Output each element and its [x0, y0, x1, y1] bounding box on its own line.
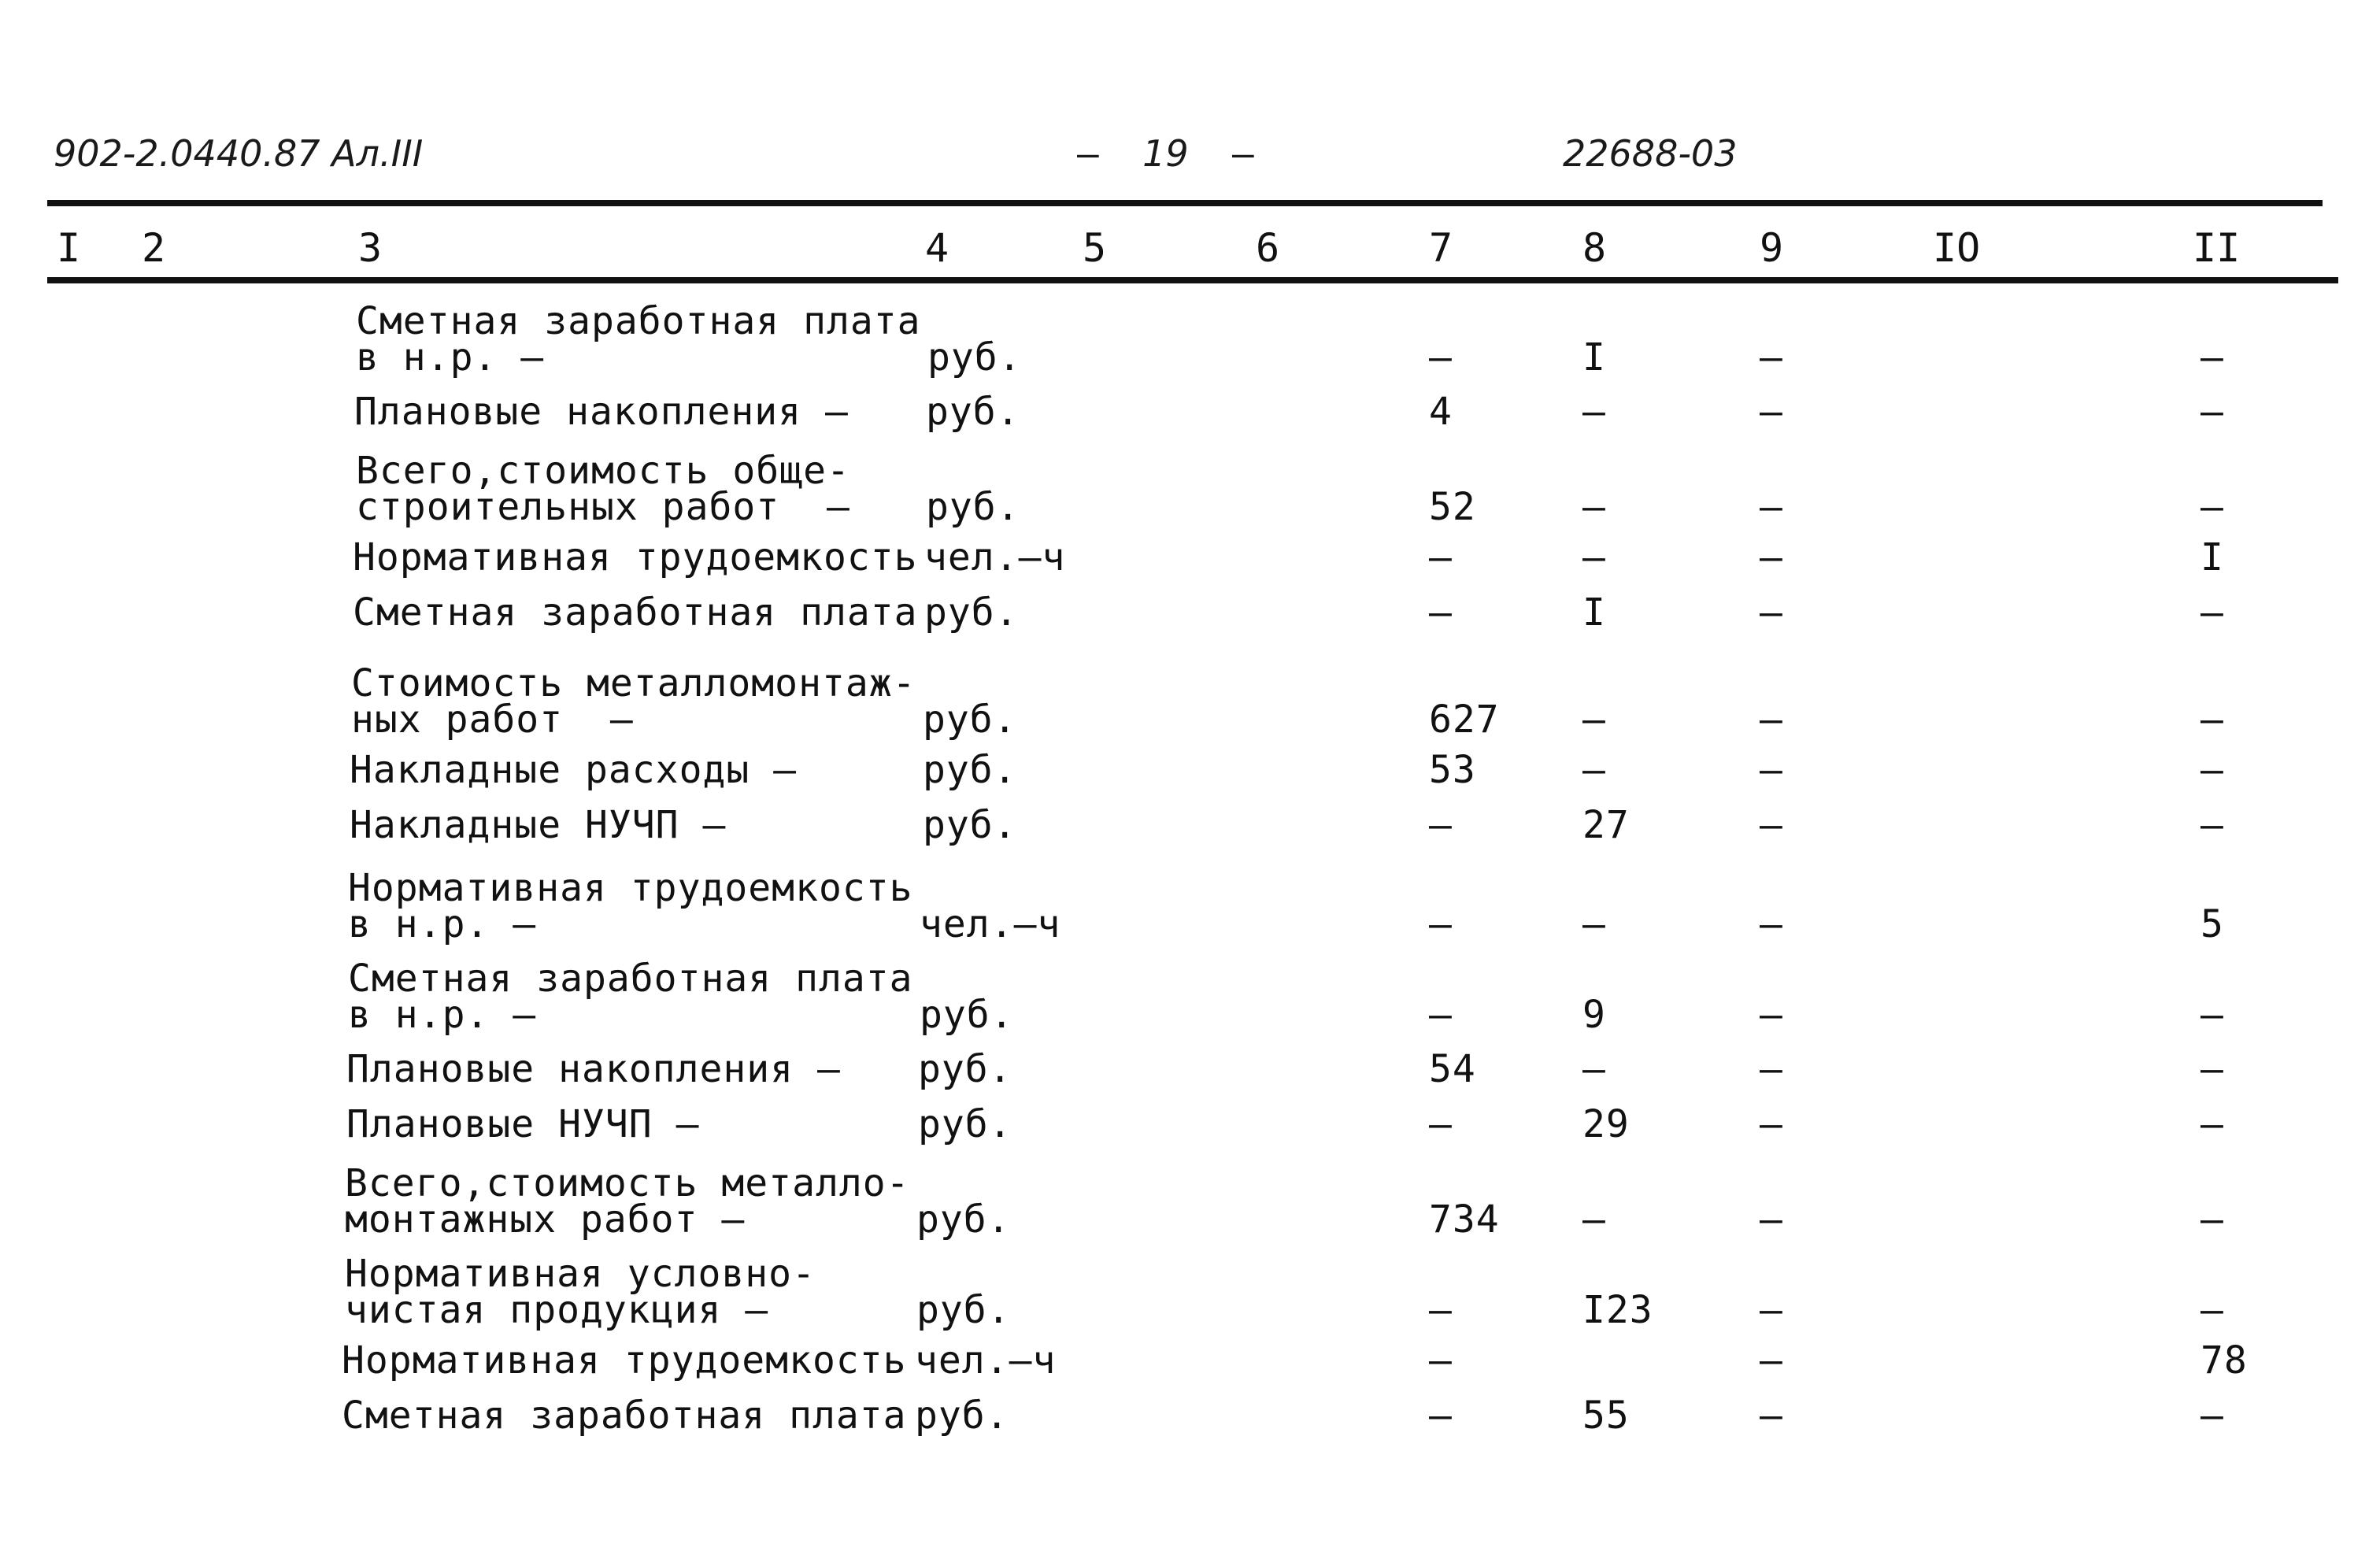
row-unit: руб.	[918, 1102, 1012, 1146]
row-value-col7: 52	[1429, 485, 1476, 529]
row-value-col9: –	[1760, 1394, 1783, 1438]
row-unit: руб.	[915, 1394, 1009, 1438]
row-description: Плановые НУЧП –	[346, 1102, 700, 1146]
row-value-col8: –	[1582, 1047, 1606, 1091]
row-value-col9: –	[1760, 335, 1783, 379]
row-value-col7: 53	[1429, 748, 1476, 792]
row-value-col8: 55	[1582, 1394, 1630, 1438]
column-number-7: 7	[1429, 225, 1453, 271]
row-value-col8: I	[1582, 590, 1606, 635]
row-unit: руб.	[926, 485, 1020, 529]
row-value-col7: –	[1429, 803, 1453, 847]
row-value-col11: I	[2200, 535, 2224, 579]
row-description: Нормативная условно- чистая продукция –	[345, 1252, 816, 1332]
page-number: – 19 –	[1077, 132, 1254, 175]
table-row	[0, 803, 2380, 847]
row-unit: руб.	[923, 698, 1017, 742]
row-value-col8: –	[1582, 390, 1606, 434]
row-value-col7: 4	[1429, 390, 1453, 434]
row-value-col7: 54	[1429, 1047, 1476, 1091]
table-row	[0, 1161, 2380, 1242]
row-value-col11: 78	[2200, 1338, 2248, 1382]
row-value-col9: –	[1760, 1047, 1783, 1091]
row-value-col8: –	[1582, 902, 1606, 946]
table-row	[0, 535, 2380, 579]
table-row	[0, 390, 2380, 434]
row-value-col9: –	[1760, 803, 1783, 847]
column-number-4: 4	[925, 225, 949, 271]
row-value-col7: –	[1429, 335, 1453, 379]
row-value-col11: –	[2200, 590, 2224, 635]
row-value-col9: –	[1760, 1338, 1783, 1382]
row-value-col7: 627	[1429, 698, 1500, 742]
row-description: Накладные расходы –	[350, 748, 798, 792]
row-unit: чел.–ч	[924, 535, 1066, 579]
row-description: Нормативная трудоемкость	[342, 1338, 907, 1382]
row-value-col7: 734	[1429, 1197, 1500, 1242]
column-number-9: 9	[1760, 225, 1784, 271]
table-row	[0, 1338, 2380, 1382]
page-number-value: 19	[1142, 132, 1189, 175]
row-value-col8: I	[1582, 335, 1606, 379]
row-value-col8: –	[1582, 1197, 1606, 1242]
row-value-col11: –	[2200, 1197, 2224, 1242]
column-number-1: I	[57, 225, 81, 271]
row-description: Накладные НУЧП –	[350, 803, 727, 847]
document-code: 902-2.0440.87 Ал.III	[54, 132, 424, 175]
row-value-col11: –	[2200, 335, 2224, 379]
row-description: Стоимость металломонтаж- ных работ –	[351, 661, 916, 742]
row-description: Нормативная трудоемкость в н.р. –	[348, 866, 913, 946]
row-value-col9: –	[1760, 590, 1783, 635]
table-row	[0, 1252, 2380, 1332]
row-value-col7: –	[1429, 590, 1453, 635]
table-row	[0, 1047, 2380, 1091]
row-unit: руб.	[923, 803, 1017, 847]
row-value-col11: –	[2200, 1288, 2224, 1332]
row-value-col7: –	[1429, 1394, 1453, 1438]
row-value-col9: –	[1760, 1102, 1783, 1146]
row-value-col8: 29	[1582, 1102, 1630, 1146]
table-row	[0, 1394, 2380, 1438]
table-row	[0, 748, 2380, 792]
row-description: Сметная заработная плата	[353, 590, 918, 635]
row-value-col7: –	[1429, 1288, 1453, 1332]
row-value-col9: –	[1760, 485, 1783, 529]
column-number-8: 8	[1582, 225, 1607, 271]
column-number-2: 2	[142, 225, 166, 271]
row-value-col9: –	[1760, 1197, 1783, 1242]
row-value-col11: –	[2200, 1102, 2224, 1146]
row-value-col8: –	[1582, 535, 1606, 579]
row-value-col11: –	[2200, 803, 2224, 847]
row-unit: руб.	[927, 335, 1022, 379]
row-description: Плановые накопления –	[354, 390, 849, 434]
row-unit: чел.–ч	[915, 1338, 1057, 1382]
row-value-col11: –	[2200, 485, 2224, 529]
row-value-col7: –	[1429, 993, 1453, 1037]
row-value-col9: –	[1760, 993, 1783, 1037]
column-number-6: 6	[1256, 225, 1280, 271]
column-number-5: 5	[1083, 225, 1107, 271]
table-row	[0, 299, 2380, 379]
row-value-col8: –	[1582, 698, 1606, 742]
row-value-col9: –	[1760, 535, 1783, 579]
row-value-col11: –	[2200, 1394, 2224, 1438]
row-description: Сметная заработная плата в н.р. –	[356, 299, 921, 379]
row-unit: руб.	[924, 590, 1019, 635]
row-value-col11: –	[2200, 698, 2224, 742]
row-value-col8: –	[1582, 748, 1606, 792]
row-description: Всего,стоимость обще- строительных работ –	[356, 449, 850, 529]
row-value-col9: –	[1760, 390, 1783, 434]
sheet-code: 22688-03	[1563, 132, 1738, 175]
row-value-col11: –	[2200, 993, 2224, 1037]
row-value-col11: –	[2200, 390, 2224, 434]
row-description: Всего,стоимость металло- монтажных работ –	[345, 1161, 910, 1242]
row-unit: руб.	[920, 993, 1014, 1037]
row-value-col7: –	[1429, 1102, 1453, 1146]
column-number-11: II	[2193, 225, 2241, 271]
row-unit: чел.–ч	[920, 902, 1061, 946]
row-value-col8: –	[1582, 485, 1606, 529]
row-value-col8: 9	[1582, 993, 1606, 1037]
row-unit: руб.	[916, 1288, 1011, 1332]
row-value-col7: –	[1429, 1338, 1453, 1382]
table-row	[0, 1102, 2380, 1146]
table-row	[0, 449, 2380, 529]
row-value-col11: –	[2200, 748, 2224, 792]
row-value-col11: 5	[2200, 902, 2224, 946]
row-unit: руб.	[916, 1197, 1011, 1242]
row-unit: руб.	[926, 390, 1020, 434]
table-row	[0, 590, 2380, 635]
row-value-col11: –	[2200, 1047, 2224, 1091]
row-value-col9: –	[1760, 902, 1783, 946]
row-value-col7: –	[1429, 902, 1453, 946]
row-unit: руб.	[918, 1047, 1012, 1091]
row-description: Нормативная трудоемкость	[353, 535, 918, 579]
row-value-col9: –	[1760, 698, 1783, 742]
row-value-col8: 27	[1582, 803, 1630, 847]
top-rule	[47, 200, 2323, 206]
row-value-col9: –	[1760, 748, 1783, 792]
row-description: Плановые накопления –	[346, 1047, 841, 1091]
column-number-3: 3	[358, 225, 383, 271]
table-row	[0, 866, 2380, 946]
row-value-col8: I23	[1582, 1288, 1653, 1332]
row-description: Сметная заработная плата в н.р. –	[348, 957, 913, 1037]
table-row	[0, 957, 2380, 1037]
row-value-col7: –	[1429, 535, 1453, 579]
row-value-col9: –	[1760, 1288, 1783, 1332]
table-row	[0, 661, 2380, 742]
header-rule	[47, 277, 2338, 283]
row-unit: руб.	[923, 748, 1017, 792]
column-number-10: IO	[1933, 225, 1981, 271]
row-description: Сметная заработная плата	[342, 1394, 907, 1438]
